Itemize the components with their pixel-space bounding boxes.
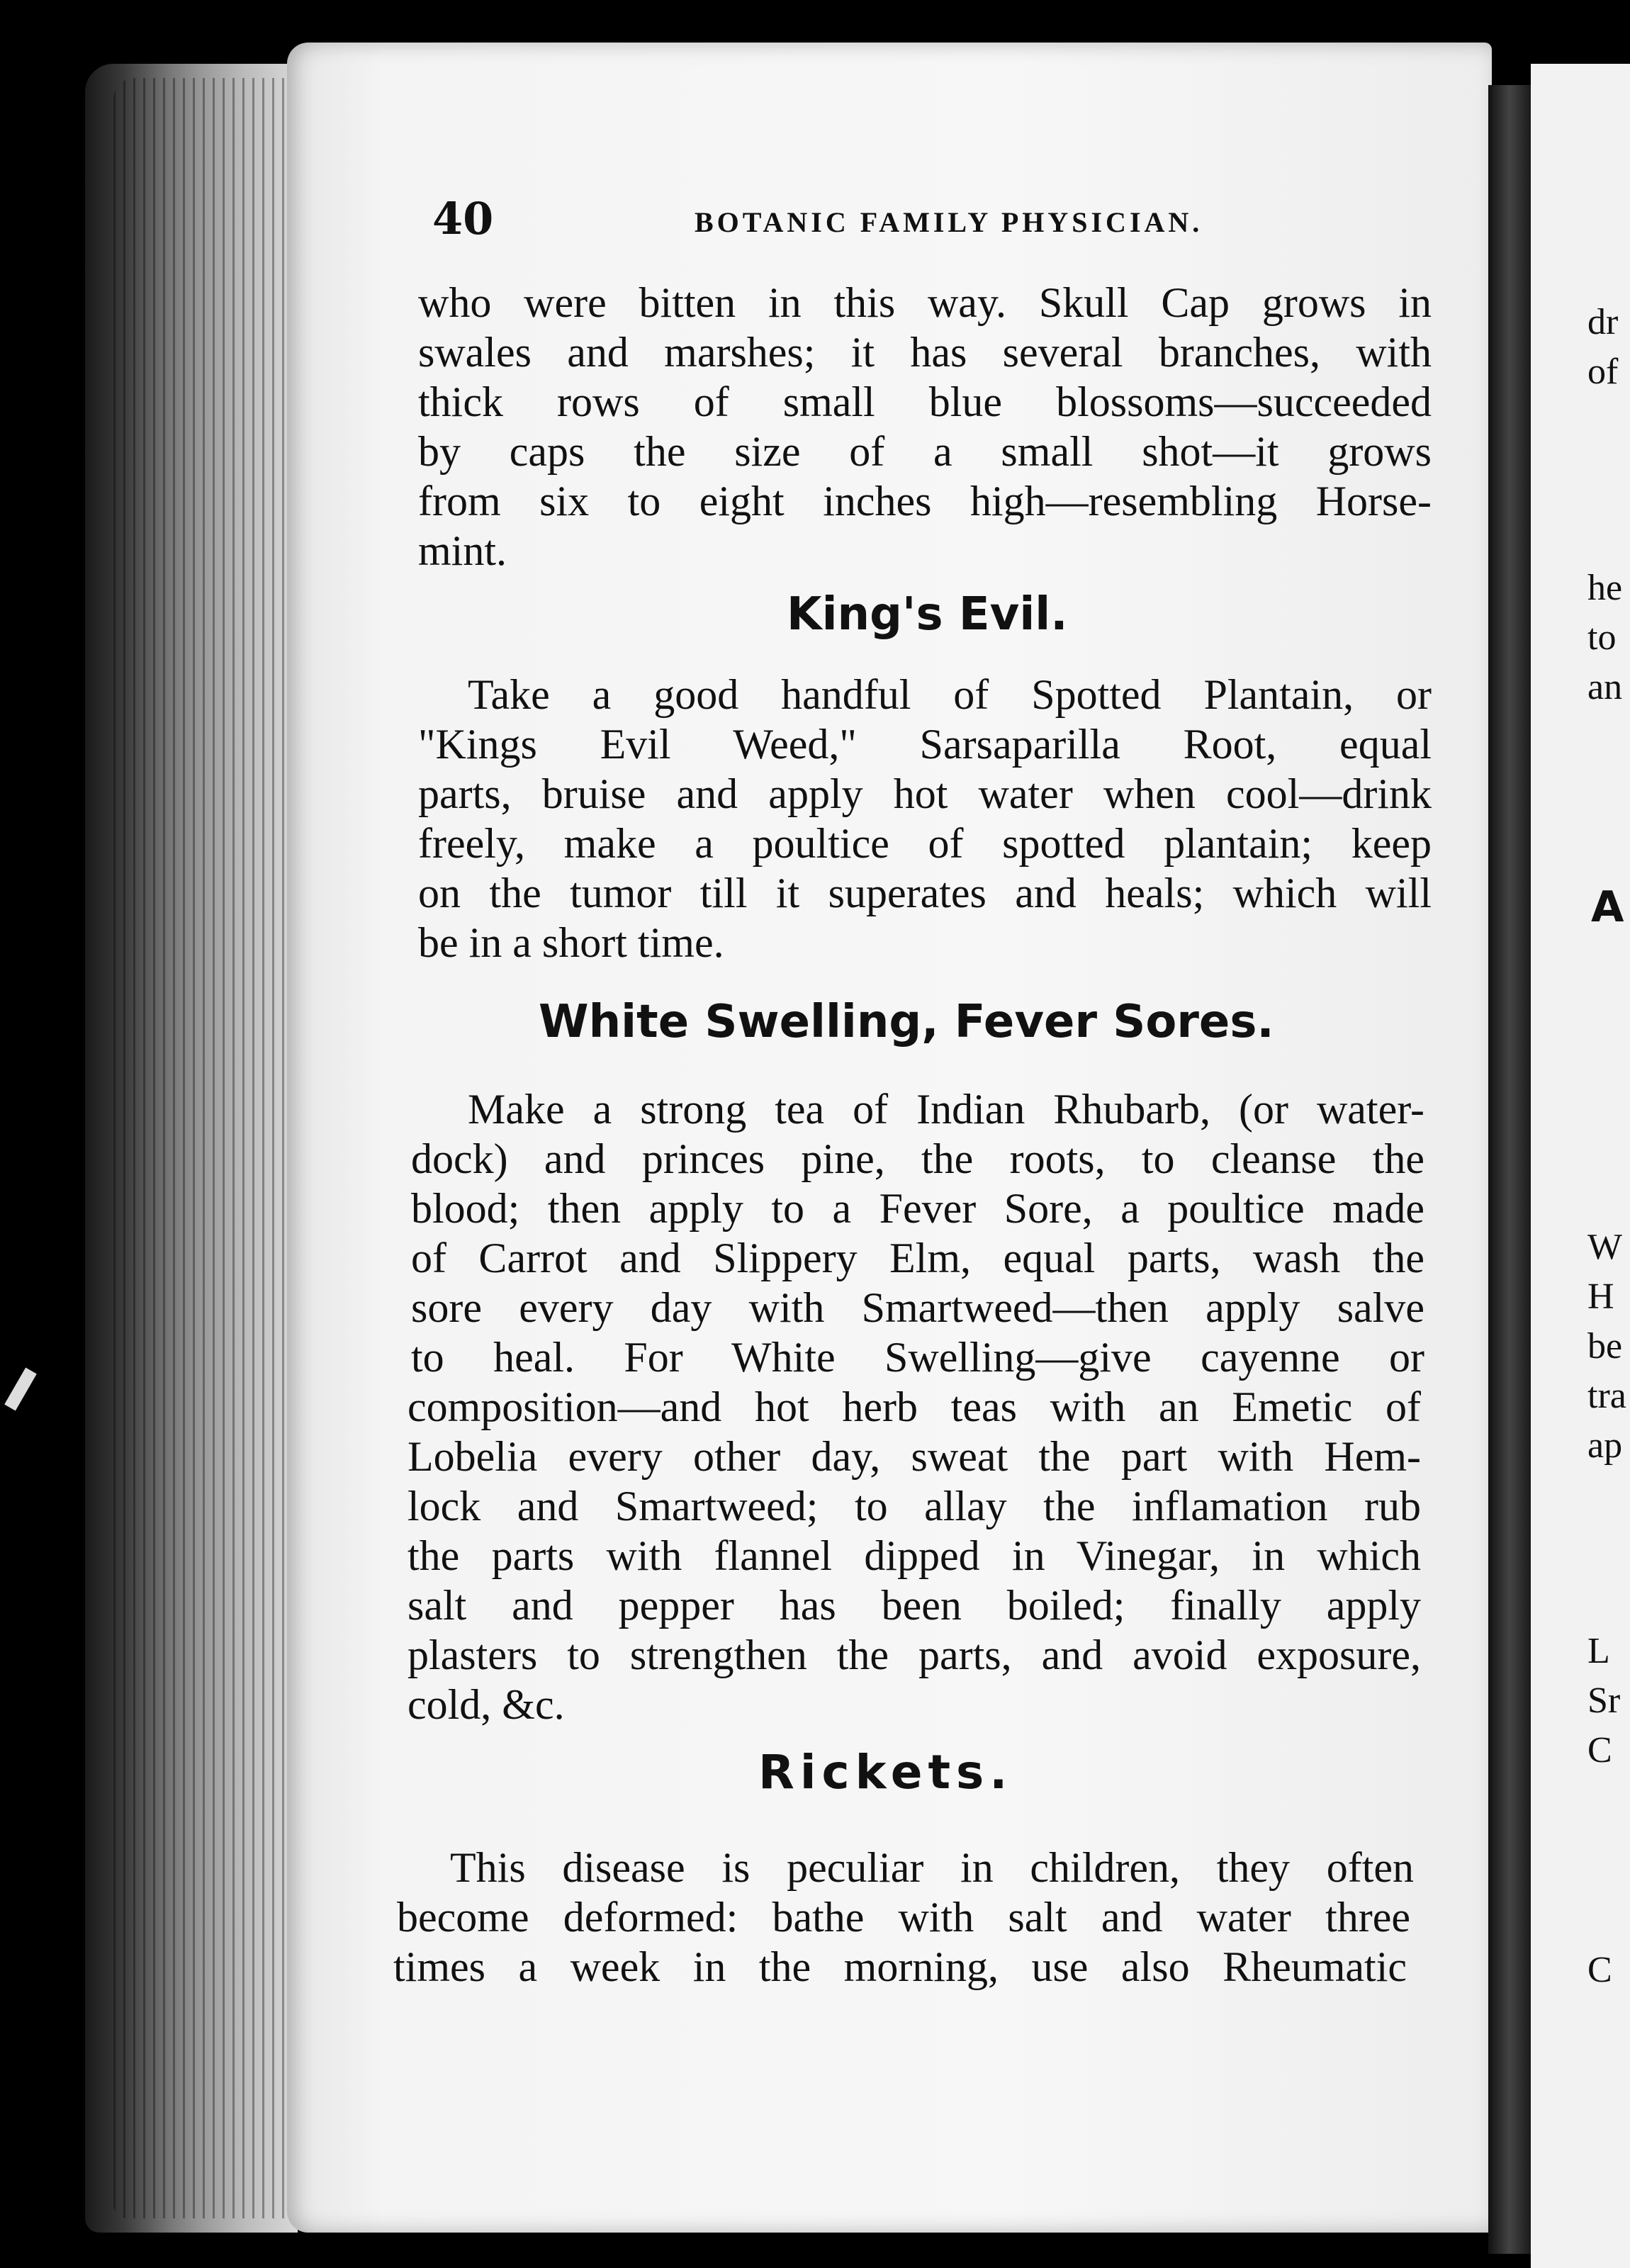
intro-line: swales and marshes; it has several branches, with bbox=[418, 329, 1432, 376]
kings-evil-line: freely, make a poultice of spotted plantain; keep bbox=[418, 820, 1432, 867]
facing-page-fragment: he bbox=[1587, 568, 1623, 608]
white-swelling-line: sore every day with Smartweed—then apply salve bbox=[411, 1284, 1424, 1331]
white-swelling-line: salt and pepper has been boiled; finally apply bbox=[408, 1582, 1421, 1629]
facing-page-fragment: of bbox=[1587, 352, 1619, 392]
white-swelling-line: composition—and hot herb teas with an Emetic of bbox=[408, 1383, 1421, 1430]
page-number: 40 bbox=[432, 193, 494, 245]
kings-evil-line: on the tumor till it superates and heals; which will bbox=[418, 870, 1432, 916]
facing-page-fragment: ap bbox=[1587, 1425, 1623, 1466]
facing-page-fragment: be bbox=[1587, 1326, 1623, 1366]
heading-white-swelling: White Swelling, Fever Sores. bbox=[539, 996, 1274, 1048]
facing-page-fragment: to bbox=[1587, 617, 1617, 658]
running-head: BOTANIC FAMILY PHYSICIAN. bbox=[695, 206, 1203, 238]
white-swelling-line: Make a strong tea of Indian Rhubarb, (or water- bbox=[468, 1086, 1424, 1133]
white-swelling-line: of Carrot and Slippery Elm, equal parts, wash the bbox=[411, 1235, 1424, 1281]
white-swelling-line: dock) and princes pine, the roots, to cleanse the bbox=[411, 1135, 1424, 1182]
kings-evil-line: Take a good handful of Spotted Plantain, or bbox=[468, 671, 1432, 718]
rickets-line: times a week in the morning, use also Rheumatic bbox=[393, 1943, 1407, 1990]
heading-rickets: Rickets. bbox=[758, 1745, 1013, 1800]
facing-page-fragment: dr bbox=[1587, 302, 1619, 342]
page-stack-lines bbox=[113, 78, 298, 2218]
film-scratch bbox=[4, 1368, 37, 1411]
facing-page-fragment: tra bbox=[1587, 1376, 1626, 1416]
white-swelling-line: Lobelia every other day, sweat the part with Hem- bbox=[408, 1433, 1421, 1480]
facing-page-fragment: C bbox=[1587, 1730, 1612, 1770]
heading-kings-evil: King's Evil. bbox=[787, 588, 1068, 641]
white-swelling-line: blood; then apply to a Fever Sore, a poultice made bbox=[411, 1185, 1424, 1232]
book-gutter bbox=[1488, 85, 1531, 2254]
white-swelling-line: to heal. For White Swelling—give cayenne or bbox=[411, 1334, 1424, 1381]
white-swelling-line: the parts with flannel dipped in Vinegar, in which bbox=[408, 1532, 1421, 1579]
kings-evil-line: "Kings Evil Weed," Sarsaparilla Root, equal bbox=[418, 721, 1432, 768]
facing-page-fragment: an bbox=[1587, 667, 1623, 707]
intro-line: who were bitten in this way. Skull Cap grows in bbox=[418, 279, 1432, 326]
facing-page-fragment: W bbox=[1587, 1227, 1623, 1267]
facing-page-fragment: H bbox=[1587, 1276, 1614, 1317]
intro-line: by caps the size of a small shot—it grows bbox=[418, 428, 1432, 475]
white-swelling-line: lock and Smartweed; to allay the inflamation rub bbox=[408, 1483, 1421, 1529]
facing-page bbox=[1531, 64, 1630, 2268]
kings-evil-line: be in a short time. bbox=[418, 919, 724, 966]
page-text bbox=[393, 0, 1446, 2268]
rickets-line: become deformed: bathe with salt and water three bbox=[397, 1894, 1410, 1941]
rickets-line: This disease is peculiar in children, they often bbox=[450, 1844, 1414, 1891]
intro-line: from six to eight inches high—resembling Horse- bbox=[418, 478, 1432, 524]
facing-page-fragment: L bbox=[1587, 1631, 1610, 1671]
facing-page-fragment: Sr bbox=[1587, 1680, 1621, 1721]
intro-line: mint. bbox=[418, 527, 507, 574]
white-swelling-line: cold, &c. bbox=[408, 1681, 565, 1728]
kings-evil-line: parts, bruise and apply hot water when cool—drink bbox=[418, 770, 1432, 817]
intro-line: thick rows of small blue blossoms—succeeded bbox=[418, 378, 1432, 425]
white-swelling-line: plasters to strengthen the parts, and avoid exposure, bbox=[408, 1632, 1421, 1678]
facing-page-fragment: C bbox=[1587, 1950, 1612, 1990]
facing-page-fragment: A bbox=[1591, 882, 1624, 932]
